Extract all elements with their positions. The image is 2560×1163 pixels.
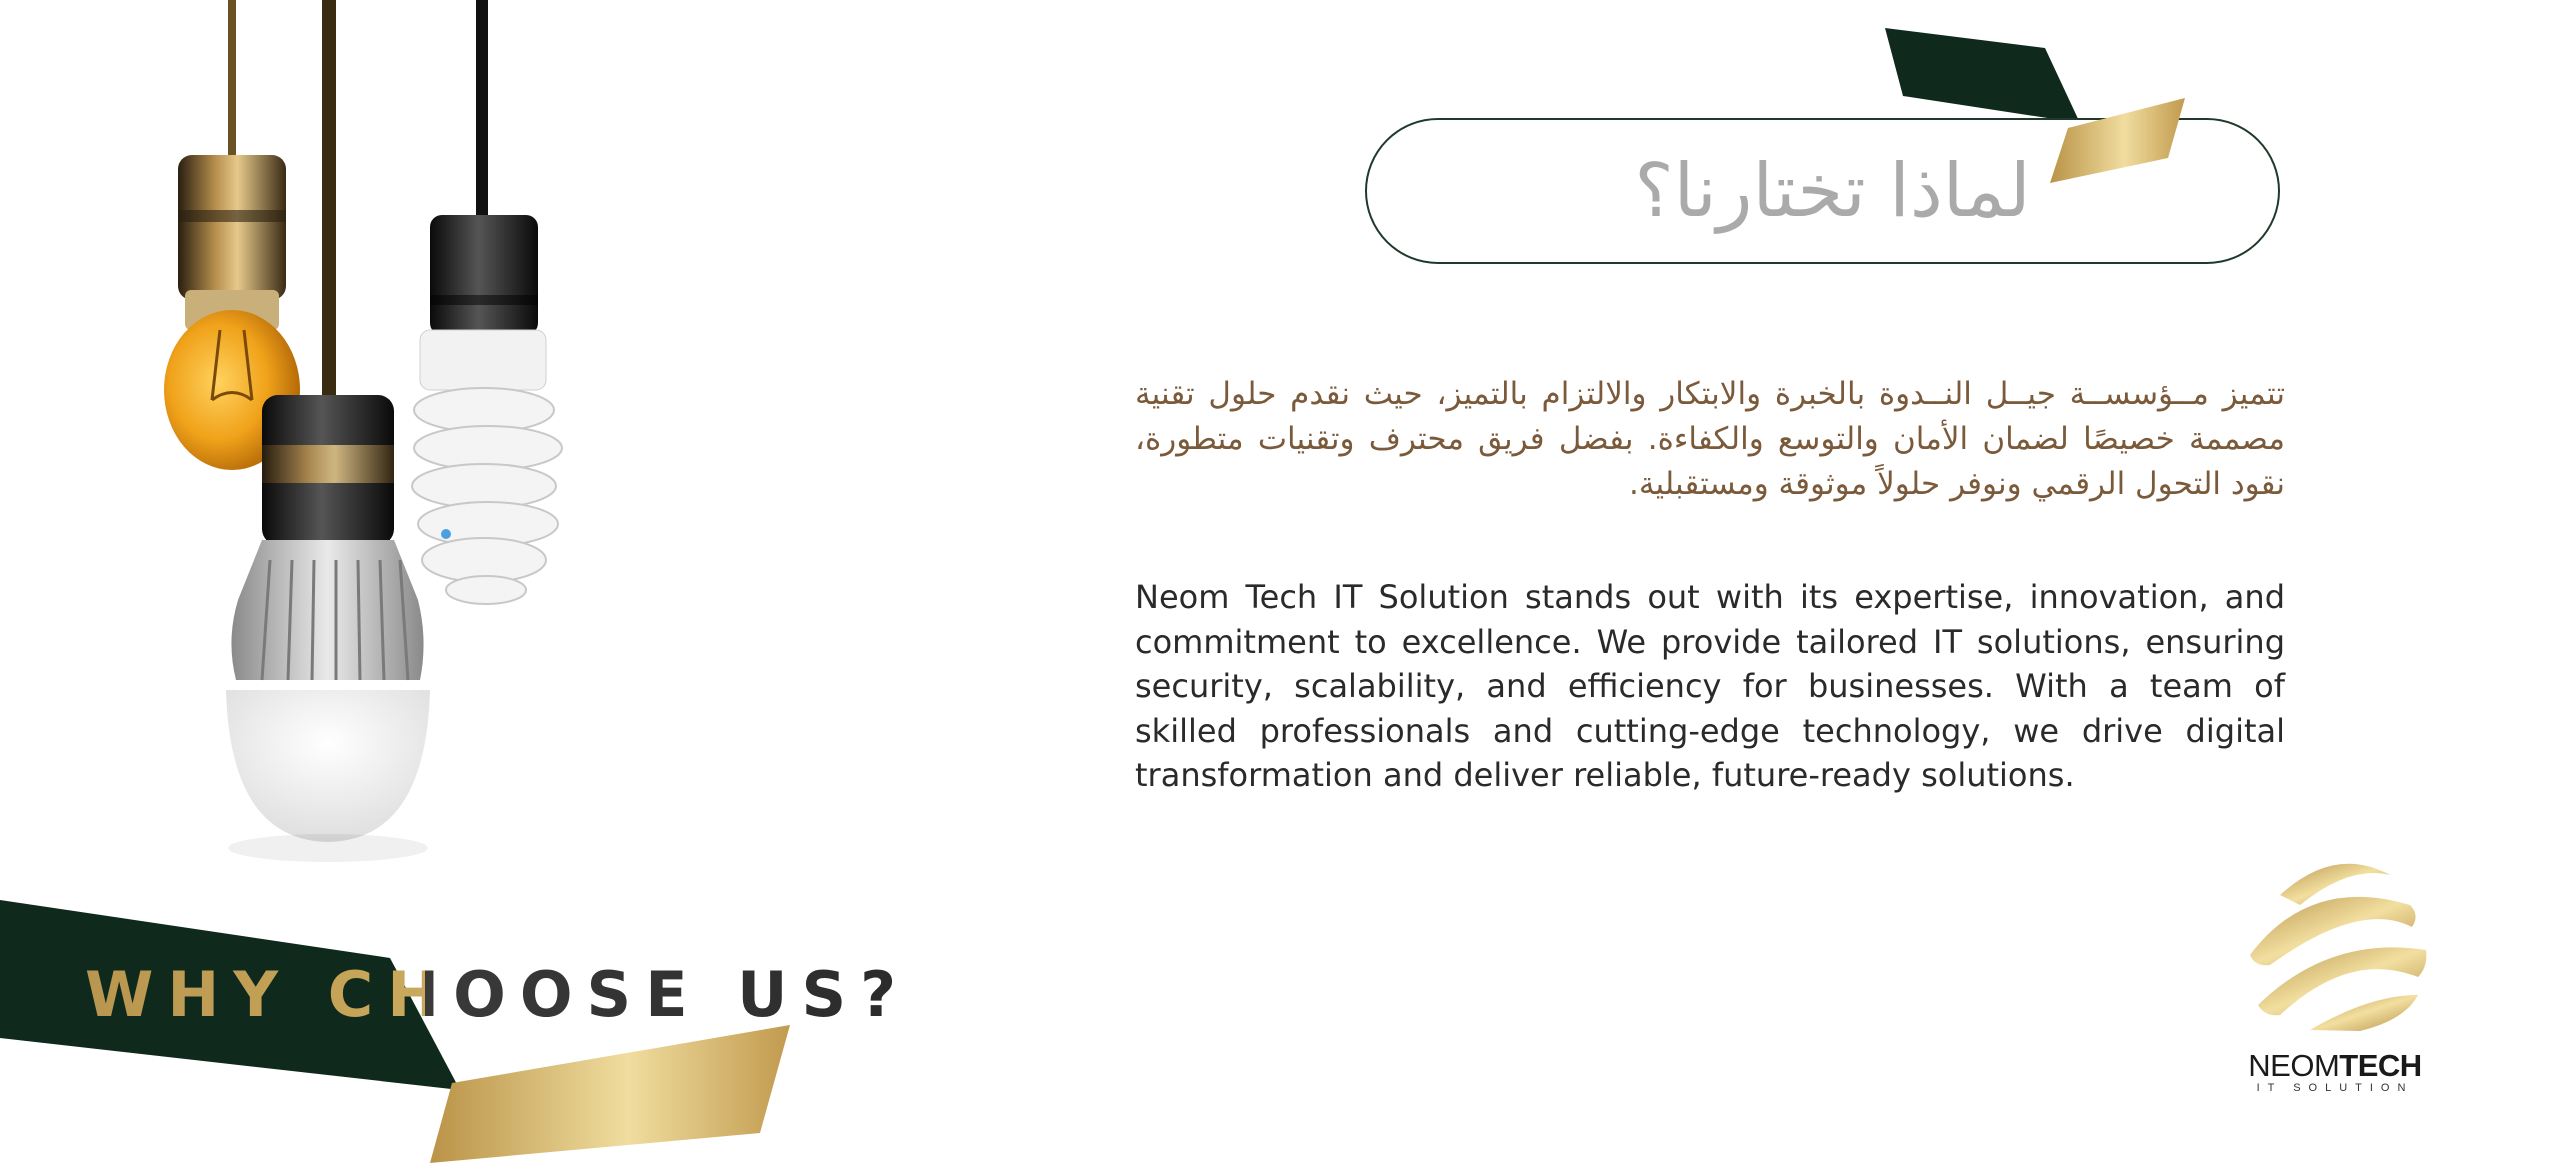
- logo-subtitle: IT SOLUTION: [2256, 1082, 2414, 1094]
- cfl-bulb-icon: [412, 215, 562, 604]
- banner-gold-shape: [430, 1025, 790, 1163]
- page-title-arabic: لماذا تختارنا؟: [1634, 148, 2031, 234]
- logo-wordmark: [2220, 1048, 2450, 1084]
- title-gold-shape: [2050, 98, 2185, 183]
- logo-word-light: NEOM: [2248, 1048, 2340, 1083]
- description-arabic: تتميز مــؤسســة جيــل النــدوة بالخبرة والابتكار والالتزام بالتميز، حيث نقدم حلول تقنية مصممة خصيصًا لضمان الأمان والتوسع والكفاءة. بفضل فريق محترف وتقنيات متطورة، نقود التحول الرقمي ونوفر حلولاً موثوقة ومستقبلية.: [1135, 376, 2285, 502]
- light-bulbs-illustration: [0, 0, 600, 880]
- description-english: Neom Tech IT Solution stands out with its expertise, innovation, and commitment to excellence. We provide tailored IT solutions, ensuring security, scalability, and efficiency for businesses. With a team of skilled professionals and cutting-edge technology, we drive digital transformation and deliver reliable, future-ready solutions.: [1135, 578, 2285, 794]
- cord: [322, 0, 336, 400]
- logo-word-bold: TECH: [2339, 1048, 2422, 1083]
- why-choose-us-heading: WHY CHOOSE US?: [85, 958, 911, 1031]
- cord: [228, 0, 236, 160]
- led-bulb-icon: [226, 395, 430, 862]
- cord: [476, 0, 488, 215]
- gold-sphere-swoosh-icon: [2240, 855, 2430, 1035]
